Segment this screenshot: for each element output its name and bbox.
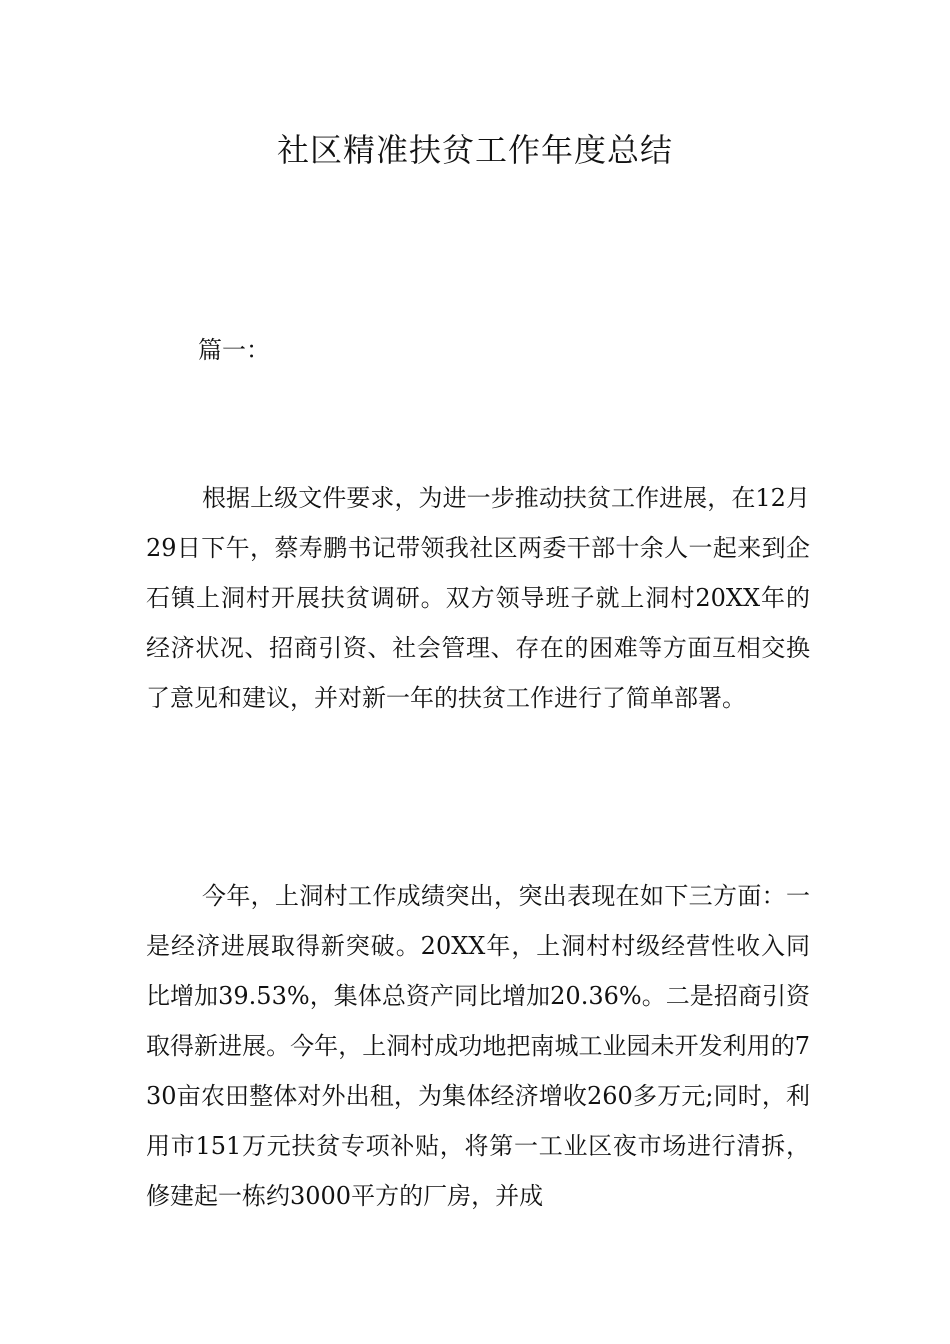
paragraph-1: 根据上级文件要求，为进一步推动扶贫工作进展，在12月29日下午，蔡寿鹏书记带领我社区两委干部十余人一起来到企石镇上洞村开展扶贫调研。双方领导班子就上洞村20XX年的经济状况、招商引资、社会管理、存在的困难等方面互相交换了意见和建议，并对新一年的扶贫工作进行了简单部署。 xyxy=(146,484,810,712)
document-title: 社区精准扶贫工作年度总结 xyxy=(276,131,673,169)
section-heading: 篇一： xyxy=(198,336,270,364)
paragraph-2: 今年，上洞村工作成绩突出，突出表现在如下三方面：一是经济进展取得新突破。20XX年，上洞村村级经营性收入同比增加39.53%，集体总资产同比增加20.36%。二是招商引资取得新进展。今年，上洞村成功地把南城工业园未开发利用的730亩农田整体对外出租，为集体经济增收260多万元;同时，利用市151万元扶贫专项补贴，将第一工业区夜市场进行清拆，修建起一栋约3000平方的厂房，并成 xyxy=(146,882,810,1210)
